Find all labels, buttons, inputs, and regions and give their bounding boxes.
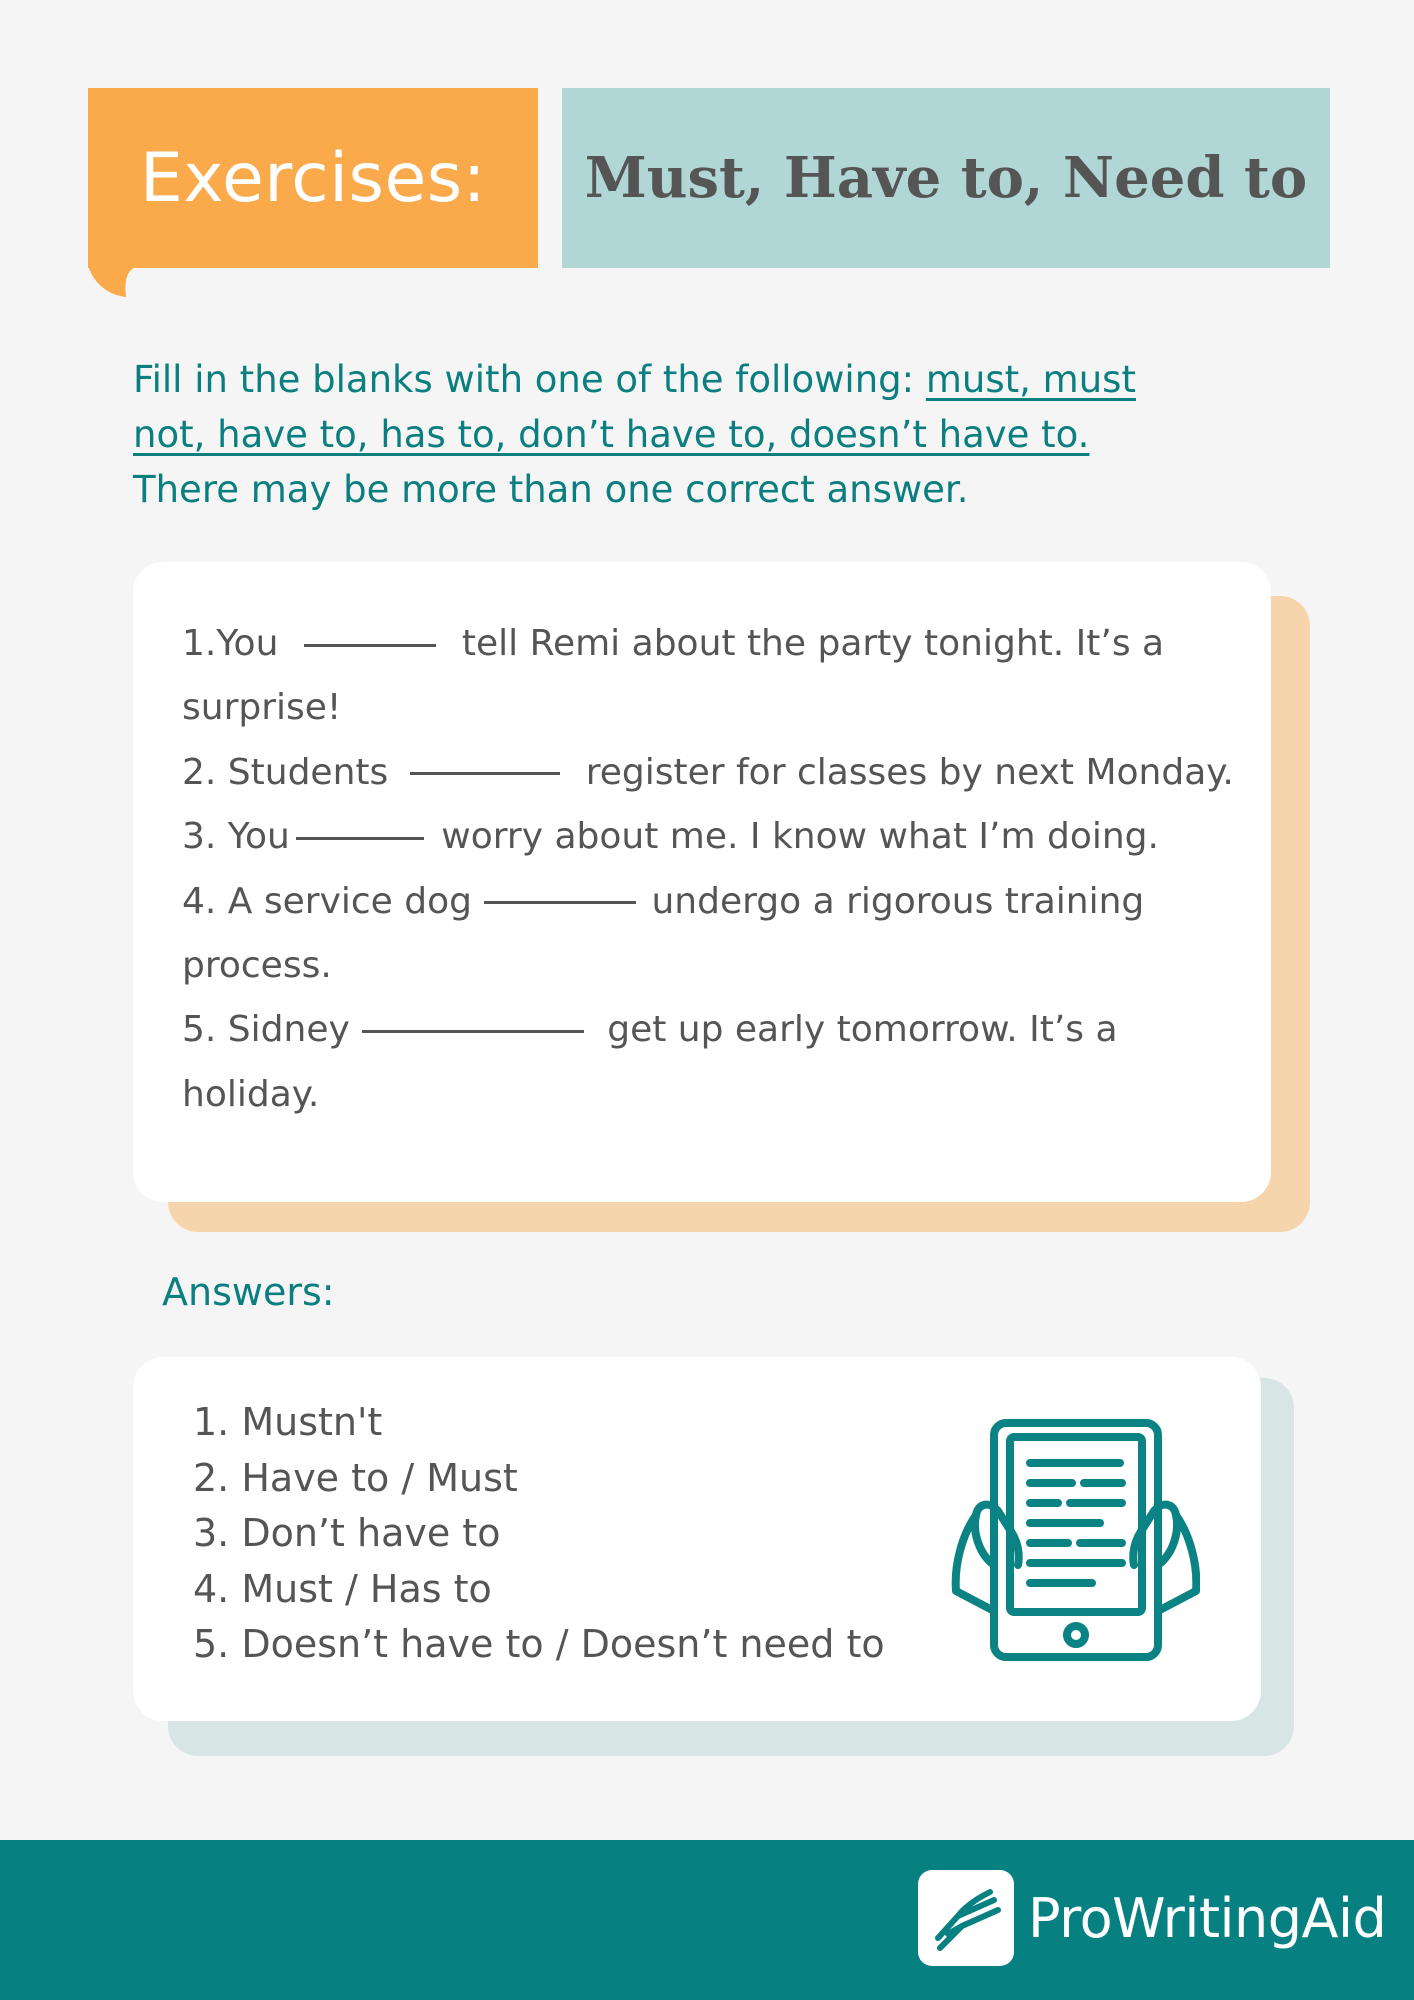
- blank-3: [296, 837, 424, 840]
- answers-list: [193, 1395, 953, 1673]
- exercise-3-start: 3. You: [182, 816, 290, 858]
- prowritingaid-logo-icon: [918, 1870, 1014, 1966]
- exercise-1-start: 1.You: [182, 623, 279, 664]
- exercise-4-start: 4. A service dog: [182, 880, 472, 922]
- answers-heading: Answers:: [162, 1270, 335, 1314]
- answer-item: 3. Don’t have to: [193, 1511, 501, 1555]
- exercise-2-end: register for classes by next Monday.: [585, 751, 1234, 793]
- exercise-item: [182, 998, 1262, 1127]
- exercise-3-end: worry about me. I know what I’m doing.: [441, 816, 1159, 858]
- instructions-note: There may be more than one correct answer.: [133, 468, 969, 511]
- exercise-5-end: get up early tomorrow. It’s a holiday.: [182, 1009, 1118, 1115]
- exercise-4-end: undergo a rigorous training process.: [182, 880, 1145, 987]
- exercise-item: [182, 612, 1262, 741]
- exercise-2-start: 2. Students: [182, 751, 389, 793]
- exercise-5-start: 5. Sidney: [182, 1009, 350, 1051]
- exercises-label: Exercises:: [139, 138, 487, 218]
- options-line-1: must, must: [925, 358, 1136, 401]
- blank-1: [304, 644, 436, 647]
- instructions: [133, 352, 1263, 517]
- speech-bubble-tail: [88, 265, 148, 325]
- blank-5: [362, 1030, 584, 1033]
- answer-item: 4. Must / Has to: [193, 1566, 492, 1611]
- instructions-lead: Fill in the blanks with one of the following:: [133, 358, 926, 401]
- blank-2: [410, 772, 560, 775]
- page-title: Must, Have to, Need to: [584, 145, 1308, 211]
- options-line-2: not, have to, has to, don’t have to, doesn’t have to.: [133, 413, 1090, 456]
- answer-item: 5. Doesn’t have to / Doesn’t need to: [193, 1622, 885, 1666]
- answer-item: 1. Mustn't: [193, 1400, 383, 1444]
- exercise-item: [182, 805, 1262, 869]
- blank-4: [484, 901, 636, 904]
- brand-name: ProWritingAid: [1028, 1886, 1387, 1950]
- hands-holding-tablet-icon: [950, 1415, 1200, 1665]
- exercise-item: [182, 870, 1262, 999]
- exercise-item: [182, 741, 1262, 805]
- exercise-1-end: tell Remi about the party tonight. It’s a surprise!: [182, 623, 1165, 729]
- answer-item: 2. Have to / Must: [193, 1455, 518, 1500]
- exercise-list: [182, 612, 1262, 1127]
